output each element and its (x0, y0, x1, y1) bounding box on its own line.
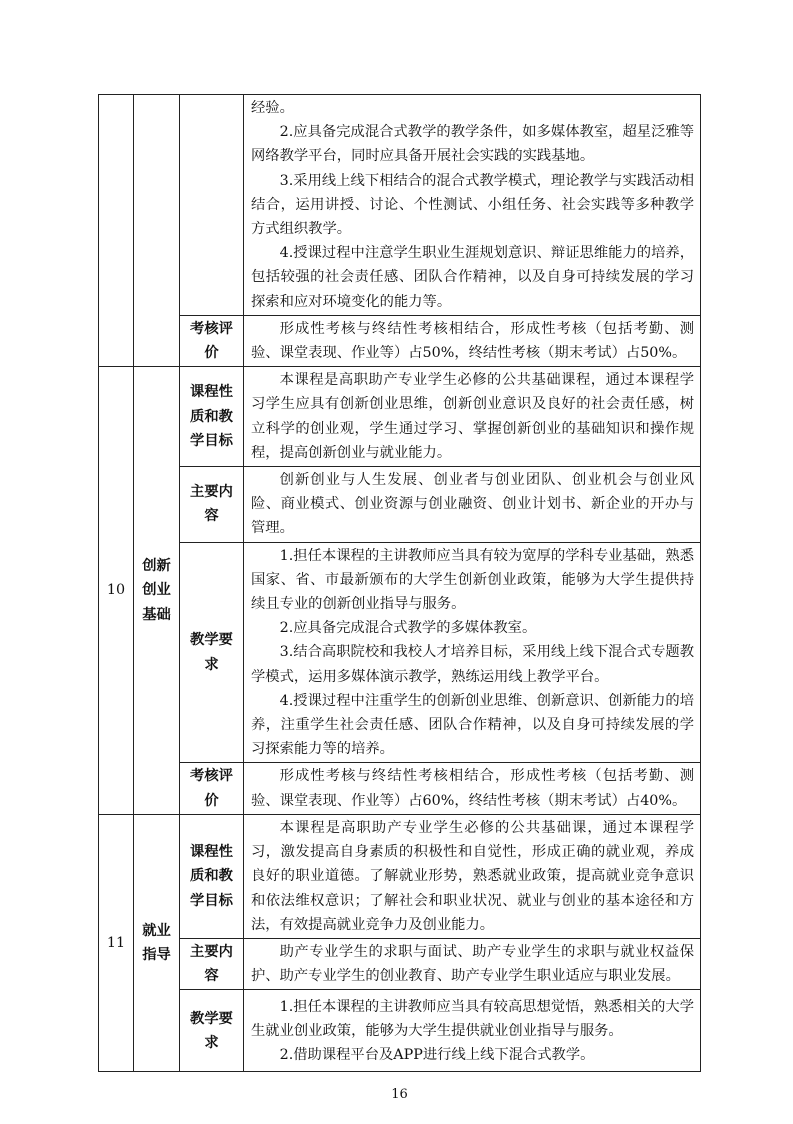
course-number (99, 95, 134, 367)
table-row (99, 315, 701, 366)
paragraph: 经验。 (251, 100, 294, 116)
table-row (99, 763, 701, 814)
paragraph: 本课程是高职助产专业学生必修的公共基础课程，通过本课程学习学生应具有创新创业思维，创新创业意识及良好的社会责任感，树立科学的创业观，学生通过学习、掌握创新创业的基础知识和操作规程，提高创新创业与就业能力。 (251, 372, 694, 461)
table-row (99, 367, 701, 467)
course-name: 就业指导 (134, 814, 180, 1071)
paragraph: 1.担任本课程的主讲教师应当具有较高思想觉悟，熟悉相关的大学生就业创业政策，能够为大学生提供就业创业指导与服务。 (251, 998, 694, 1039)
paragraph: 形成性考核与终结性考核相结合，形成性考核（包括考勤、测验、课堂表现、作业等）占60%，终结性考核（期末考试）占40%。 (251, 768, 694, 809)
paragraph: 1.担任本课程的主讲教师应当具有较为宽厚的学科专业基础，熟悉国家、省、市最新颁布的大学生创新创业政策，能够为大学生提供持续且专业的创新创业指导与服务。 (251, 547, 694, 613)
paragraph: 4.授课过程中注意学生职业生涯规划意识、辩证思维能力的培养，包括较强的社会责任感、团队合作精神，以及自身可持续发展的学习探索和应对环境变化的能力等。 (251, 245, 694, 310)
main-content (244, 938, 701, 989)
paragraph: 3.结合高职院校和我校人才培养目标，采用线上线下混合式专题教学模式，运用多媒体演示教学，熟练运用线上教学平台。 (251, 644, 694, 685)
row-label: 主要内容 (180, 938, 244, 989)
table-row (99, 990, 701, 1072)
paragraph: 形成性考核与终结性考核相结合，形成性考核（包括考勤、测验、课堂表现、作业等）占50%，终结性考核（期末考试）占50%。 (251, 320, 694, 362)
teaching-requirements (244, 990, 701, 1072)
teaching-requirements (244, 95, 701, 316)
table-row (99, 814, 701, 938)
teaching-requirements (244, 542, 701, 763)
paragraph: 3.采用线上线下相结合的混合式教学模式，理论教学与实践活动相结合，运用讲授、讨论、个性测试、小组任务、社会实践等多种教学方式组织教学。 (251, 172, 694, 238)
table-row (99, 467, 701, 543)
main-content (244, 467, 701, 543)
paragraph: 2.应具备完成混合式教学的多媒体教室。 (279, 620, 537, 637)
row-label: 课程性质和教学目标 (180, 814, 244, 938)
assessment (244, 763, 701, 814)
table-row (99, 542, 701, 763)
row-label: 教学要求 (180, 542, 244, 763)
row-label: 教学要求 (180, 990, 244, 1072)
row-label (180, 95, 244, 316)
paragraph: 4.授课过程中注重学生的创新创业思维、创新意识、创新能力的培养，注重学生社会责任感、团队合作精神，以及自身可持续发展的学习探索能力等的培养。 (251, 692, 694, 758)
table-row (99, 938, 701, 989)
paragraph: 2.借助课程平台及APP进行线上线下混合式教学。 (279, 1046, 595, 1063)
course-goal (244, 367, 701, 467)
paragraph: 本课程是高职助产专业学生必修的公共基础课，通过本课程学习，激发提高自身素质的积极性和自觉性，形成正确的就业观，养成良好的职业道德。了解就业形势，熟悉就业政策，提高就业竞争意识和依法维权意识；了解社会和职业状况、就业与创业的基本途径和方法，有效提高就业竞争力及创业能力。 (251, 819, 694, 933)
paragraph: 2.应具备完成混合式教学的教学条件，如多媒体教室，超星泛雅等网络教学平台，同时应具备开展社会实践的实践基地。 (251, 124, 694, 165)
table-row (99, 95, 701, 316)
row-label: 考核评价 (180, 315, 244, 366)
row-label: 主要内容 (180, 467, 244, 543)
paragraph: 创新创业与人生发展、创业者与创业团队、创业机会与创业风险、商业模式、创业资源与创业融资、创业计划书、新企业的开办与管理。 (251, 472, 694, 537)
course-number: 10 (99, 367, 134, 815)
paragraph: 助产专业学生的求职与面试、助产专业学生的求职与就业权益保护、助产专业学生的创业教育、助产专业学生职业适应与职业发展。 (251, 943, 694, 985)
row-label: 课程性质和教学目标 (180, 367, 244, 467)
course-name: 创新创业基础 (134, 367, 180, 815)
course-name (134, 95, 180, 367)
course-table (98, 94, 701, 1072)
course-number: 11 (99, 814, 134, 1071)
row-label: 考核评价 (180, 763, 244, 814)
page-number: 16 (391, 1087, 408, 1103)
course-goal (244, 814, 701, 938)
assessment (244, 315, 701, 366)
